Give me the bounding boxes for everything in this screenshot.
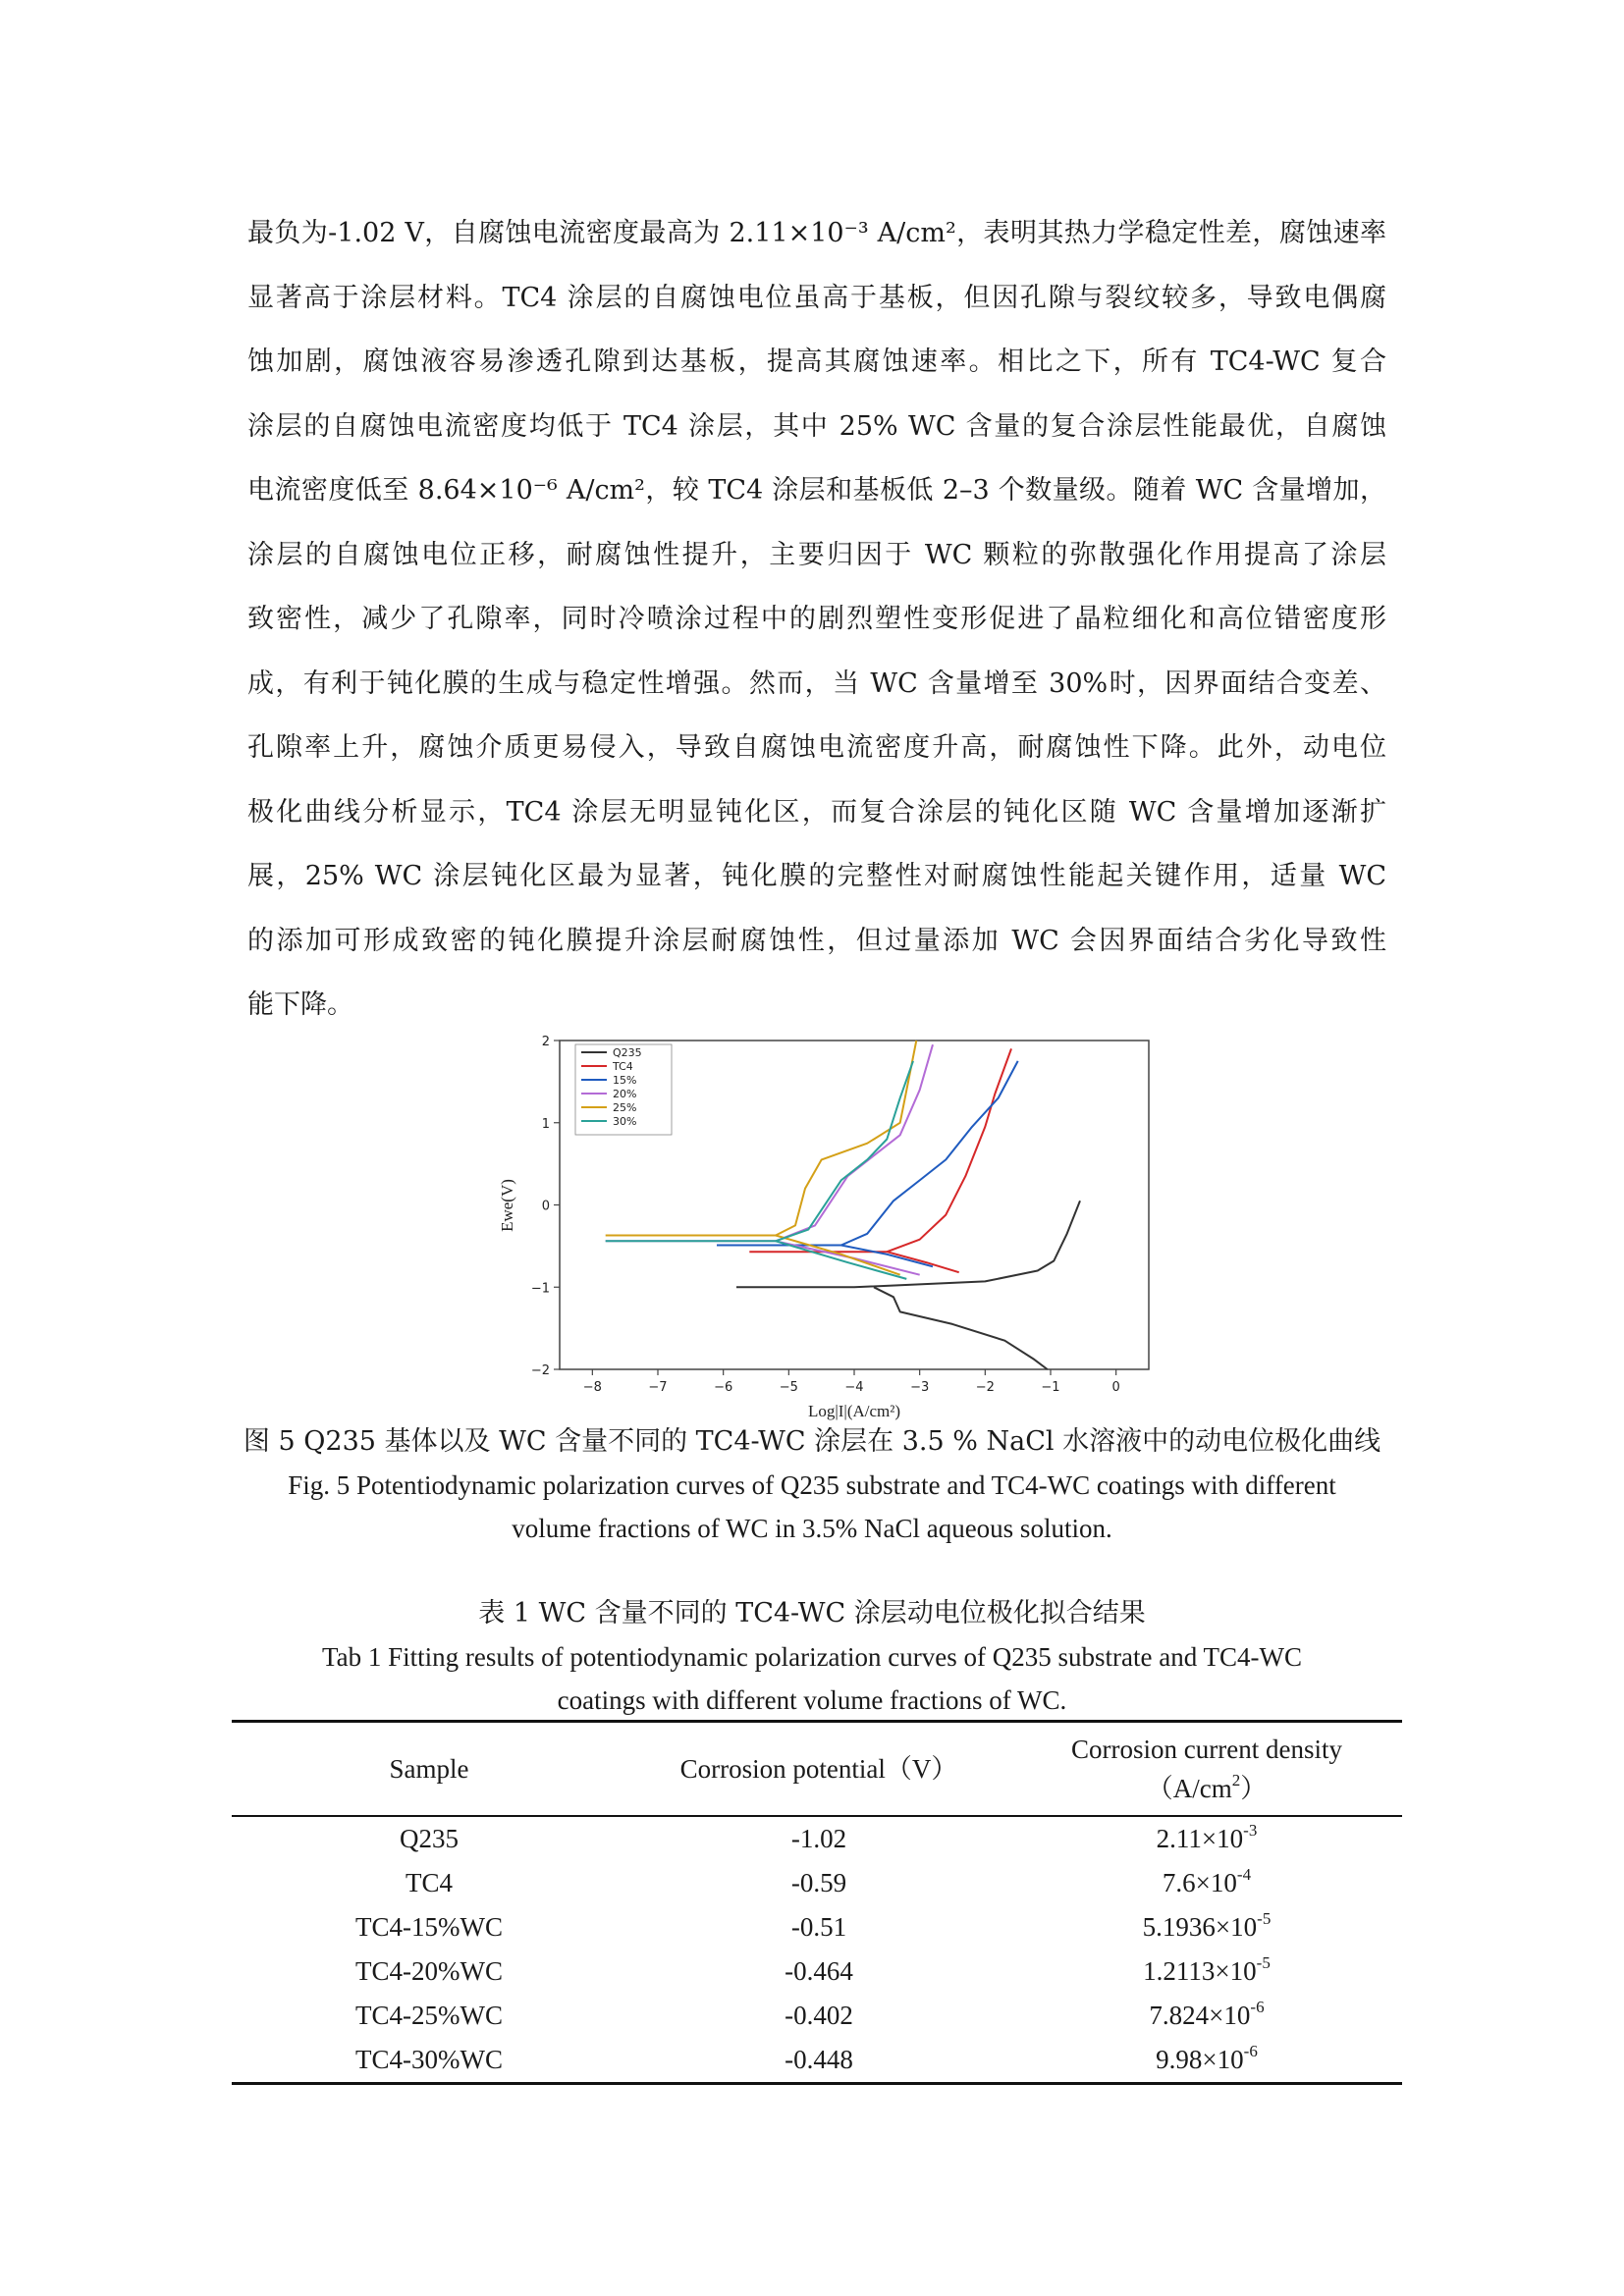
cell-sample: Q235 bbox=[400, 1824, 459, 1853]
legend-label: Q235 bbox=[613, 1046, 642, 1059]
legend-label: TC4 bbox=[613, 1060, 633, 1073]
y-tick-label: −2 bbox=[530, 1363, 550, 1378]
series-line-15pct bbox=[841, 1246, 933, 1267]
cell-current bbox=[1011, 1905, 1402, 1949]
series-line-15pct bbox=[717, 1061, 1018, 1246]
figure-caption-en: volume fractions of WC in 3.5% NaCl aqueous solution. bbox=[512, 1514, 1112, 1543]
paragraph-line: 涂层的自腐蚀电流密度均低于 TC4 涂层，其中 25% WC 含量的复合涂层性能最优，自腐蚀 bbox=[247, 410, 1386, 442]
cell-sample: TC4-20%WC bbox=[355, 1956, 503, 1986]
x-tick-label: −4 bbox=[844, 1380, 864, 1395]
cell-current bbox=[1011, 1949, 1402, 1994]
cell-sample: TC4-25%WC bbox=[355, 2001, 503, 2030]
paragraph-line: 极化曲线分析显示，TC4 涂层无明显钝化区，而复合涂层的钝化区随 WC 含量增加逐渐扩 bbox=[247, 796, 1386, 828]
series-line-q235 bbox=[874, 1287, 1048, 1369]
body-paragraph bbox=[247, 201, 1386, 1038]
cell-potential: -0.464 bbox=[785, 1956, 853, 1986]
cell-potential: -0.448 bbox=[626, 2038, 1011, 2084]
header-current-sup: 2 bbox=[1231, 1771, 1241, 1789]
paragraph-line: 孔隙率上升，腐蚀介质更易侵入，导致自腐蚀电流密度升高，耐腐蚀性下降。此外，动电位 bbox=[247, 732, 1386, 763]
figure-caption-cn: 图 5 Q235 基体以及 WC 含量不同的 TC4-WC 涂层在 3.5 % NaCl 水溶液中的动电位极化曲线 bbox=[243, 1426, 1381, 1457]
x-tick-label: −7 bbox=[648, 1380, 668, 1395]
table-caption-en: coatings with different volume fractions of WC. bbox=[557, 1685, 1067, 1715]
cell-sample: TC4-30%WC bbox=[232, 2038, 626, 2084]
cell-current bbox=[1011, 1816, 1402, 1861]
current-exp: -6 bbox=[1243, 2042, 1258, 2060]
y-tick-label: 1 bbox=[541, 1116, 550, 1132]
current-base: 1.2113×10 bbox=[1143, 1956, 1257, 1986]
fitting-results-table bbox=[232, 1720, 1402, 2085]
current-exp: -6 bbox=[1250, 1998, 1265, 2016]
cell-potential: -0.59 bbox=[790, 1868, 847, 1897]
y-axis-label: Ewe(V) bbox=[498, 1179, 516, 1232]
legend-label: 25% bbox=[613, 1101, 637, 1114]
current-base: 9.98×10 bbox=[1156, 2045, 1244, 2074]
table-header-row bbox=[232, 1722, 1402, 1817]
paragraph-line: 涂层的自腐蚀电位正移，耐腐蚀性提升，主要归因于 WC 颗粒的弥散强化作用提高了涂层 bbox=[247, 539, 1386, 570]
paragraph-line: 电流密度低至 8.64×10⁻⁶ A/cm²，较 TC4 涂层和基板低 2–3 个数量级。随着 WC 含量增加， bbox=[247, 475, 1386, 506]
table-row bbox=[232, 1861, 1402, 1905]
x-tick-label: −5 bbox=[779, 1380, 798, 1395]
header-potential: Corrosion potential（V） bbox=[626, 1722, 1011, 1817]
paragraph-line: 最负为-1.02 V，自腐蚀电流密度最高为 2.11×10⁻³ A/cm²，表明其热力学稳定性差，腐蚀速率 bbox=[247, 218, 1386, 248]
current-base: 7.6×10 bbox=[1162, 1868, 1237, 1897]
x-tick-label: −3 bbox=[910, 1380, 930, 1395]
x-tick-label: −8 bbox=[582, 1380, 602, 1395]
chart-legend bbox=[575, 1044, 672, 1135]
paragraph-line: 显著高于涂层材料。TC4 涂层的自腐蚀电位虽高于基板，但因孔隙与裂纹较多，导致电偶腐 bbox=[247, 282, 1386, 313]
table-caption-cn: 表 1 WC 含量不同的 TC4-WC 涂层动电位极化拟合结果 bbox=[478, 1598, 1146, 1629]
paragraph-line: 蚀加剧，腐蚀液容易渗透孔隙到达基板，提高其腐蚀速率。相比之下，所有 TC4-WC 复合 bbox=[247, 347, 1386, 377]
cell-sample: TC4-15%WC bbox=[355, 1912, 503, 1942]
current-exp: -5 bbox=[1257, 1909, 1272, 1928]
x-tick-label: −6 bbox=[714, 1380, 733, 1395]
current-exp: -4 bbox=[1236, 1865, 1252, 1884]
legend-label: 30% bbox=[613, 1115, 637, 1128]
y-tick-label: −1 bbox=[530, 1281, 550, 1297]
table-caption bbox=[196, 1592, 1428, 1722]
series-line-30pct bbox=[776, 1241, 906, 1279]
paragraph-line: 致密性，减少了孔隙率，同时冷喷涂过程中的剧烈塑性变形促进了晶粒细化和高位错密度形 bbox=[247, 604, 1386, 634]
current-exp: -5 bbox=[1256, 1953, 1271, 1972]
cell-potential: -0.51 bbox=[790, 1912, 847, 1942]
paragraph-line: 成，有利于钝化膜的生成与稳定性增强。然而，当 WC 含量增至 30%时，因界面结合变差、 bbox=[247, 667, 1386, 699]
header-current-close: ） bbox=[1240, 1774, 1268, 1803]
current-base: 7.824×10 bbox=[1149, 2001, 1251, 2030]
paragraph-line: 的添加可形成致密的钝化膜提升涂层耐腐蚀性，但过量添加 WC 会因界面结合劣化导致性 bbox=[247, 925, 1386, 956]
y-tick-label: 0 bbox=[541, 1199, 550, 1214]
table-row bbox=[232, 1994, 1402, 2038]
cell-current bbox=[1011, 2038, 1402, 2084]
header-current bbox=[1011, 1722, 1402, 1817]
figure-caption bbox=[196, 1420, 1428, 1550]
table-row bbox=[232, 1949, 1402, 1994]
figure-caption-en: Fig. 5 Potentiodynamic polarization curves of Q235 substrate and TC4-WC coatings with different bbox=[288, 1470, 1336, 1500]
cell-potential: -1.02 bbox=[790, 1824, 847, 1853]
cell-current bbox=[1011, 1861, 1402, 1905]
current-base: 2.11×10 bbox=[1156, 1824, 1244, 1853]
x-axis-label: Log|I|(A/cm²) bbox=[807, 1402, 901, 1420]
cell-potential: -0.402 bbox=[785, 2001, 853, 2030]
table-row bbox=[232, 2038, 1402, 2084]
current-exp: -3 bbox=[1243, 1821, 1258, 1840]
legend-label: 20% bbox=[613, 1088, 637, 1100]
cell-current bbox=[1011, 1994, 1402, 2038]
header-current-unit: （A/cm bbox=[1146, 1774, 1232, 1803]
x-tick-label: 0 bbox=[1111, 1380, 1120, 1395]
table-row bbox=[232, 1816, 1402, 1861]
legend-label: 15% bbox=[613, 1074, 637, 1087]
x-tick-label: −1 bbox=[1041, 1380, 1060, 1395]
paragraph-line: 能下降。 bbox=[247, 989, 353, 1020]
table-caption-en: Tab 1 Fitting results of potentiodynamic polarization curves of Q235 substrate and TC4-WC bbox=[322, 1642, 1302, 1672]
cell-sample: TC4 bbox=[405, 1868, 453, 1897]
data-series bbox=[606, 1041, 1080, 1369]
y-tick-label: 2 bbox=[541, 1035, 550, 1049]
header-current-line1: Corrosion current density bbox=[1071, 1735, 1342, 1764]
paragraph-line: 展，25% WC 涂层钝化区最为显著，钝化膜的完整性对耐腐蚀性能起关键作用，适量 WC bbox=[247, 861, 1386, 891]
header-sample: Sample bbox=[232, 1722, 626, 1817]
x-tick-label: −2 bbox=[975, 1380, 995, 1395]
current-base: 5.1936×10 bbox=[1142, 1912, 1258, 1942]
polarization-chart bbox=[481, 1031, 1159, 1423]
table-row bbox=[232, 1905, 1402, 1949]
